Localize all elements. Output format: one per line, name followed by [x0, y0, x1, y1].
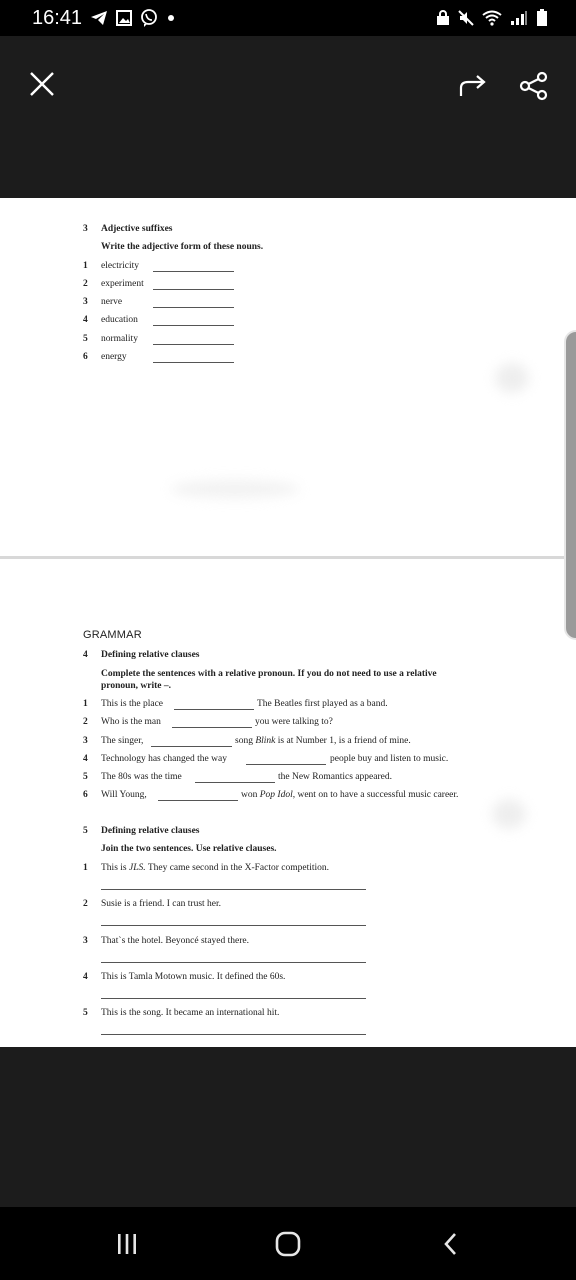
answer-blank [246, 764, 326, 765]
mute-icon [458, 10, 474, 26]
item-number: 1 [83, 699, 88, 709]
item-number: 1 [83, 261, 88, 271]
signal-icon [510, 10, 528, 26]
exercise-3-number: 3 [83, 224, 88, 234]
sentence-start: Will Young, [101, 790, 147, 800]
answer-blank [172, 727, 252, 728]
sentence-start: Who is the man [101, 717, 161, 727]
scan-smudge [495, 363, 529, 393]
item-number: 2 [83, 279, 88, 289]
sentence-end-italic: Blink [255, 736, 276, 746]
gallery-icon [116, 10, 132, 26]
status-bar [0, 0, 576, 36]
exercise-5-number: 5 [83, 826, 88, 836]
answer-line [101, 1034, 366, 1035]
noun-word: experiment [101, 279, 144, 289]
scan-smudge [170, 480, 300, 498]
noun-word: nerve [101, 297, 123, 307]
sentence-start: The singer, [101, 736, 144, 746]
notification-dot-icon [166, 13, 176, 23]
answer-line [101, 962, 366, 963]
answer-line [101, 889, 366, 890]
noun-word: electricity [101, 261, 139, 271]
sentence-end-text: won [241, 790, 260, 800]
sentence-start: This is the place [101, 699, 163, 709]
answer-line [101, 998, 366, 999]
telegram-icon [90, 10, 108, 26]
sentence-end-italic: Pop Idol [259, 790, 293, 800]
exercise-3-instruction: Write the adjective form of these nouns. [101, 242, 264, 252]
status-right-icons [436, 9, 548, 27]
exercise-3-title: Adjective suffixes [101, 224, 173, 234]
status-time: 16:41 [32, 7, 83, 29]
sentence-pair-text: This is [101, 863, 129, 873]
sentence-pair: That`s the hotel. Beyoncé stayed there. [101, 936, 249, 946]
item-number: 2 [83, 717, 88, 727]
noun-word: education [101, 315, 138, 325]
share-icon[interactable] [514, 66, 554, 106]
answer-blank [174, 709, 254, 710]
sentence-pair: This is Tamla Motown music. It defined the 60s. [101, 972, 286, 982]
sentence-start: Technology has changed the way [101, 754, 227, 764]
exercise-5-title: Defining relative clauses [101, 826, 200, 836]
answer-blank [153, 307, 234, 308]
exercise-4-title: Defining relative clauses [101, 650, 200, 660]
status-left-icons [90, 9, 176, 27]
item-number: 4 [83, 754, 88, 764]
exercise-4-number: 4 [83, 650, 88, 660]
sentence-end-rest: is at Number 1, is a friend of mine. [275, 736, 411, 746]
item-number: 6 [83, 352, 88, 362]
sentence-pair: Susie is a friend. I can trust her. [101, 899, 222, 909]
answer-blank [153, 271, 234, 272]
home-icon[interactable] [265, 1225, 311, 1263]
noun-word: energy [101, 352, 127, 362]
sentence-end: The Beatles first played as a band. [257, 699, 388, 709]
noun-word: normality [101, 334, 138, 344]
item-number: 3 [83, 936, 88, 946]
sentence-end: people buy and listen to music. [330, 754, 449, 764]
scroll-handle[interactable] [564, 330, 576, 640]
recent-apps-icon[interactable] [104, 1227, 150, 1261]
sentence-pair-italic: JLS. [128, 863, 146, 873]
viber-icon [140, 9, 158, 27]
scan-smudge [492, 799, 526, 829]
document-page-1 [0, 198, 576, 556]
sentence-end: the New Romantics appeared. [278, 772, 392, 782]
exercise-4-instruction-cont: pronoun, write –. [101, 681, 172, 691]
answer-blank [153, 362, 234, 363]
item-number: 4 [83, 315, 88, 325]
answer-blank [153, 325, 234, 326]
answer-blank [151, 746, 232, 747]
navigation-bar [0, 1207, 576, 1280]
grammar-heading: GRAMMAR [83, 629, 142, 641]
close-icon[interactable] [24, 66, 60, 102]
item-number: 3 [83, 297, 88, 307]
document-page-2 [0, 559, 576, 1047]
answer-blank [195, 782, 275, 783]
lock-icon [436, 10, 450, 26]
sentence-end: you were talking to? [255, 717, 333, 727]
viewer-toolbar [0, 36, 576, 198]
wifi-icon [482, 10, 502, 26]
answer-blank [158, 800, 238, 801]
battery-icon [536, 9, 548, 27]
answer-blank [153, 344, 234, 345]
sentence-start: The 80s was the time [101, 772, 182, 782]
item-number: 3 [83, 736, 88, 746]
item-number: 5 [83, 1008, 88, 1018]
item-number: 1 [83, 863, 88, 873]
sentence-end [235, 736, 411, 746]
exercise-4-instruction: Complete the sentences with a relative pronoun. If you do not need to use a relative [101, 669, 437, 679]
item-number: 4 [83, 972, 88, 982]
viewer-bottom-area [0, 1047, 576, 1207]
item-number: 6 [83, 790, 88, 800]
sentence-end-rest: , went on to have a successful music career. [292, 790, 459, 800]
sentence-pair: This is the song. It became an international hit. [101, 1008, 280, 1018]
back-icon[interactable] [428, 1227, 474, 1261]
share-arrow-icon[interactable] [454, 68, 492, 104]
exercise-5-instruction: Join the two sentences. Use relative clauses. [101, 844, 277, 854]
item-number: 5 [83, 334, 88, 344]
answer-blank [153, 289, 234, 290]
sentence-pair-rest: They came second in the X-Factor competition. [145, 863, 330, 873]
item-number: 2 [83, 899, 88, 909]
item-number: 5 [83, 772, 88, 782]
sentence-pair [101, 863, 329, 873]
sentence-end [241, 790, 458, 800]
sentence-end-text: song [235, 736, 256, 746]
answer-line [101, 925, 366, 926]
